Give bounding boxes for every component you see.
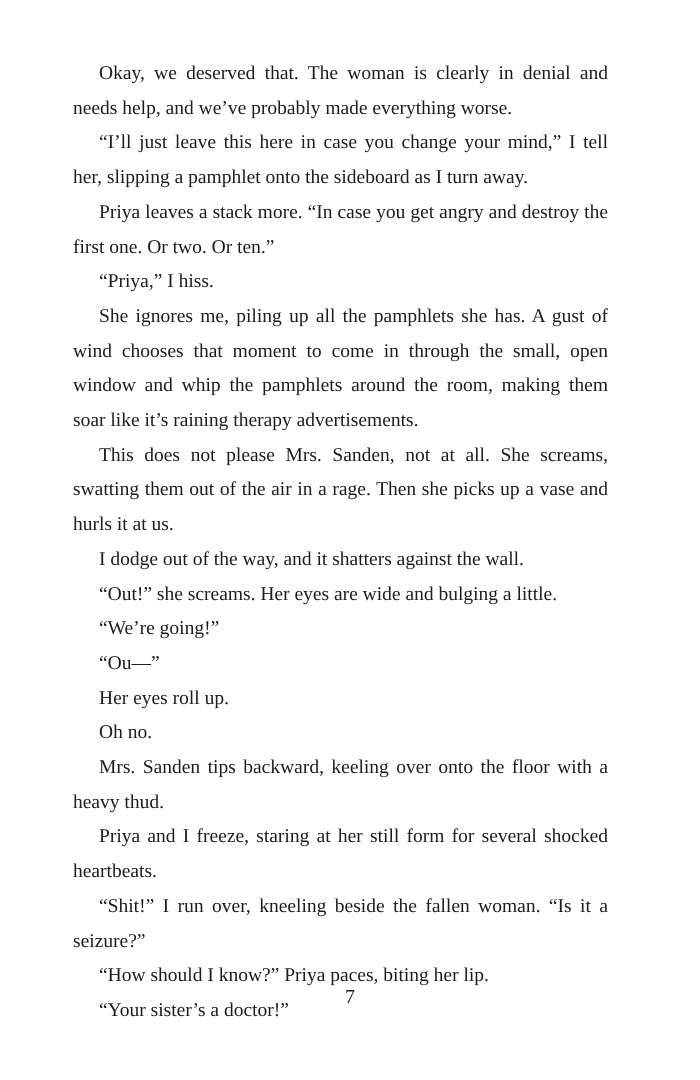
paragraph: “Priya,” I hiss.: [99, 271, 214, 293]
paragraph: Her eyes roll up.: [99, 687, 229, 709]
paragraph: “How should I know?” Priya paces, biting her lip.: [99, 965, 489, 987]
paragraph: Priya and I freeze, staring at her still form for several shocked heartbeats.: [73, 826, 608, 883]
paragraph: “I’ll just leave this here in case you change your mind,” I tell her, slipping a pamphlet onto the sideboard as I turn away.: [73, 132, 608, 189]
paragraph: This does not please Mrs. Sanden, not at all. She screams, swatting them out of the air in a rage. Then she picks up a vase and hurls it at us.: [73, 444, 608, 536]
paragraph: “Shit!” I run over, kneeling beside the fallen woman. “Is it a seizure?”: [73, 895, 608, 952]
paragraph: Oh no.: [99, 722, 153, 744]
paragraph: She ignores me, piling up all the pamphlets she has. A gust of wind chooses that moment to come in through the small, open window and whip the pamphlets around the room, making them soar like it’s raining therapy advertisements.: [73, 305, 608, 432]
paragraph: “We’re going!”: [99, 618, 220, 640]
paragraph: Okay, we deserved that. The woman is clearly in denial and needs help, and we’ve probably made everything worse.: [73, 63, 608, 119]
paragraph: I dodge out of the way, and it shatters against the wall.: [99, 548, 524, 570]
paragraph: “Your sister’s a doctor!”: [99, 999, 289, 1021]
paragraph: “Out!” she screams. Her eyes are wide and bulging a little.: [99, 583, 558, 605]
page-number: 7: [345, 986, 355, 1008]
paragraph: Priya leaves a stack more. “In case you get angry and destroy the first one. Or two. Or ten.”: [73, 201, 608, 258]
page-body: [73, 57, 608, 1029]
paragraph: “Ou—”: [99, 652, 160, 674]
paragraph: Mrs. Sanden tips backward, keeling over onto the floor with a heavy thud.: [73, 757, 608, 813]
